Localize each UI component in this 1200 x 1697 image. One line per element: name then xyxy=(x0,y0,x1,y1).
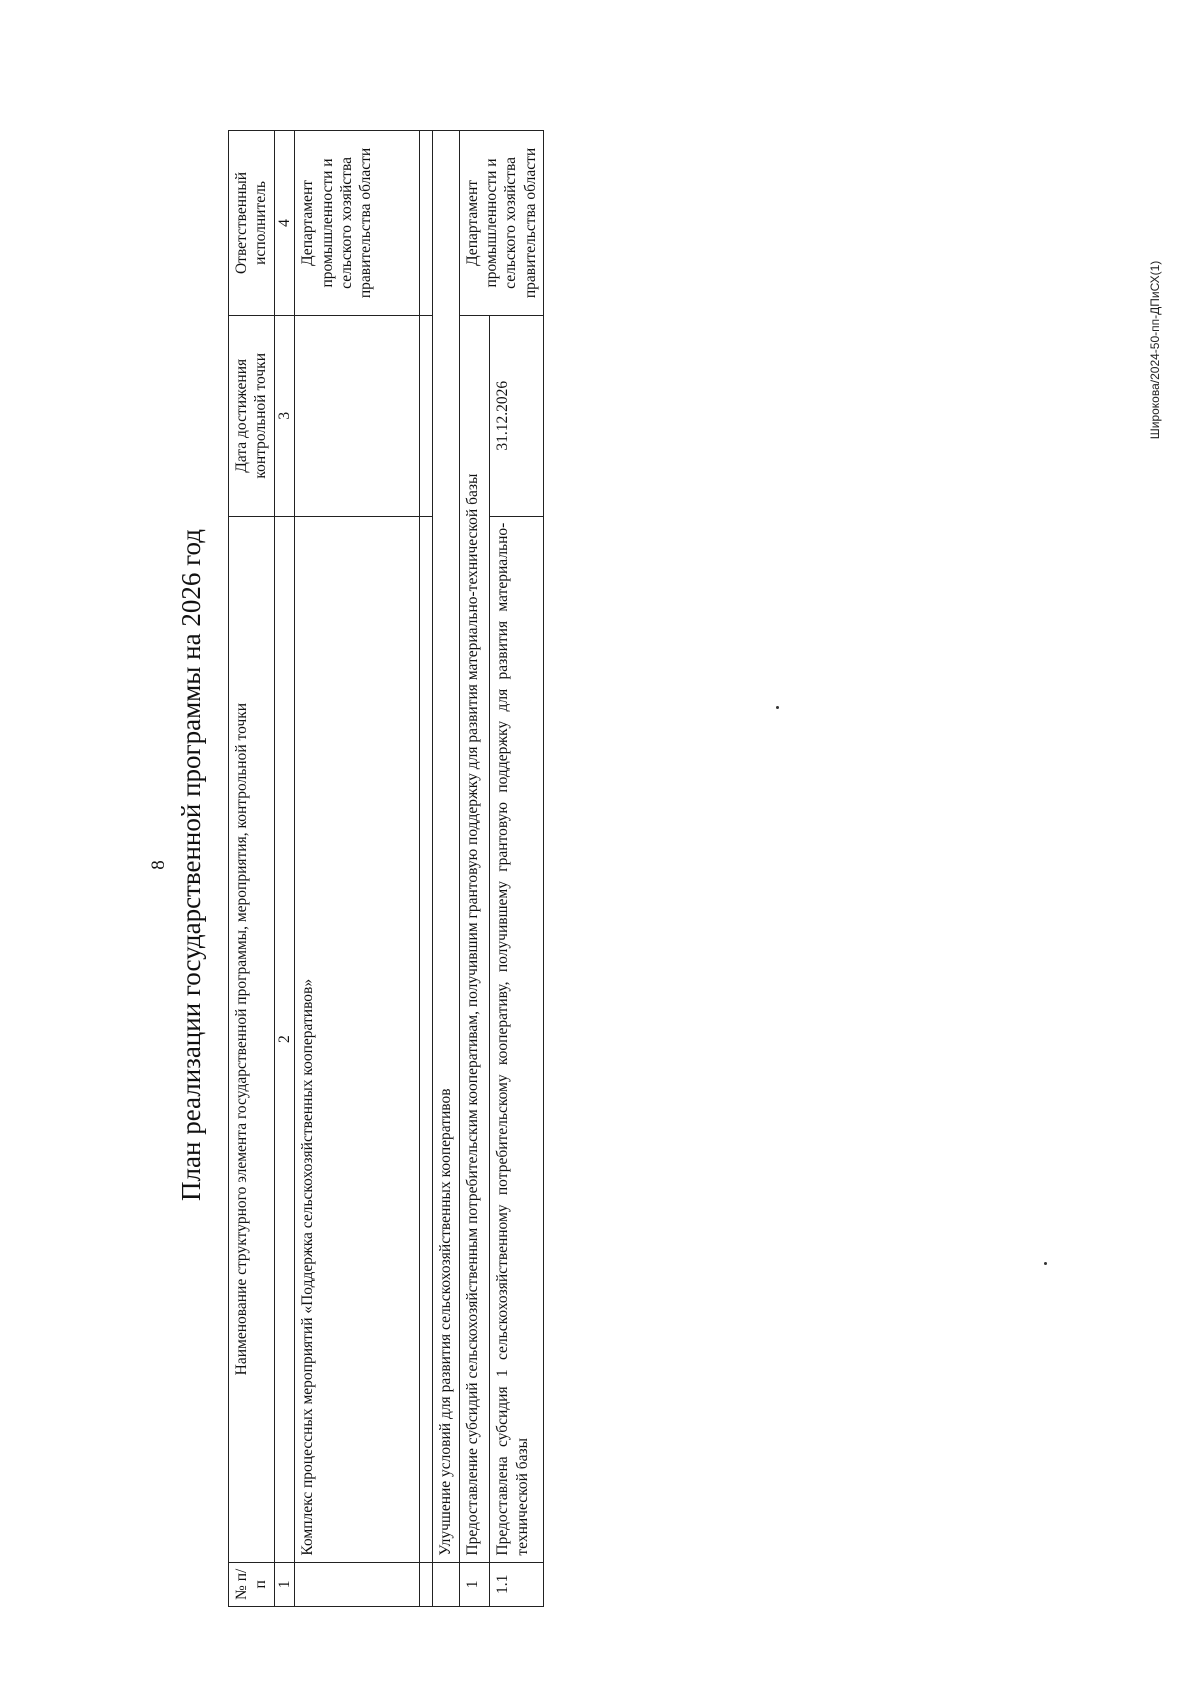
column-index: 2 xyxy=(274,516,294,1562)
row-num: 1 xyxy=(459,1562,490,1606)
plan-table xyxy=(228,130,544,1607)
row-responsible: Департамент промышленности и сельского хозяйства правительства области xyxy=(295,131,420,316)
header-date: Дата достижения контрольной точки xyxy=(229,315,275,516)
table-row xyxy=(459,131,490,1607)
rotated-content xyxy=(148,120,1158,1610)
row-responsible: Департамент промышленности и сельского хозяйства правительства области xyxy=(459,131,544,316)
row-date: 31.12.2026 xyxy=(490,315,544,516)
side-stamp-text: Широкова/2024-50-пп-ДПиСХ(1) xyxy=(1148,260,1162,440)
side-stamp xyxy=(1148,110,1174,590)
row-name: Комплекс процессных мероприятий «Поддержка сельскохозяйственных кооперативов» xyxy=(295,516,420,1562)
header-num: № п/п xyxy=(229,1562,275,1606)
row-name: Предоставлена субсидия 1 сельскохозяйственному потребительскому кооперативу, получившему грантовую поддержку для развития материально-технической базы xyxy=(490,516,544,1562)
row-num xyxy=(433,1562,459,1606)
scan-speck xyxy=(776,706,779,709)
column-index: 4 xyxy=(274,131,294,316)
document-title: План реализации государственной программы на 2026 год xyxy=(176,529,206,1201)
header-name: Наименование структурного элемента государственной программы, мероприятия, контрольной точки xyxy=(229,516,275,1562)
table-row xyxy=(433,131,459,1607)
row-num: 1.1 xyxy=(490,1562,544,1606)
table-row xyxy=(490,131,544,1607)
row-num xyxy=(295,1562,420,1606)
column-index: 1 xyxy=(274,1562,294,1606)
row-date xyxy=(295,315,420,516)
table-row xyxy=(295,131,420,1607)
header-row xyxy=(229,131,275,1607)
column-index-row xyxy=(274,131,294,1607)
header-responsible: Ответственный исполнитель xyxy=(229,131,275,316)
row-name: Улучшение условий для развития сельскохозяйственных кооперативов xyxy=(433,131,459,1563)
spacer-row xyxy=(420,131,433,1607)
row-name: Предоставление субсидий сельскохозяйственным потребительским кооперативам, получившим грантовую поддержку для развития материально-технической базы xyxy=(459,315,490,1562)
page-number: 8 xyxy=(148,860,169,870)
scan-speck xyxy=(1044,1262,1047,1265)
column-index: 3 xyxy=(274,315,294,516)
